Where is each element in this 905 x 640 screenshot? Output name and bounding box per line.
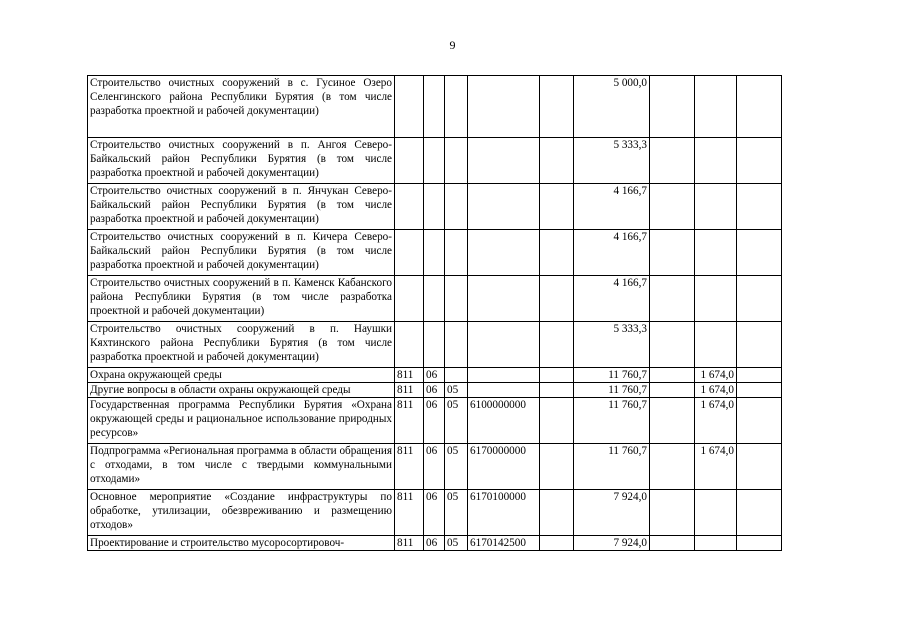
table-row [88, 444, 782, 490]
grbs-cell [395, 76, 424, 138]
csr-cell [468, 383, 540, 398]
sum4-cell [737, 322, 782, 368]
pr-cell [445, 276, 468, 322]
sum1-cell: 11 760,7 [574, 368, 650, 383]
table-row [88, 230, 782, 276]
sum1-cell: 5 333,3 [574, 322, 650, 368]
sum3-cell [695, 184, 737, 230]
row-name-cell: Строительство очистных сооружений в с. Гусиное Озеро Селенгинского района Республики Бурятия (в том числе разработка проектной и рабочей документации) [88, 76, 395, 138]
pr-cell [445, 76, 468, 138]
table-row [88, 76, 782, 138]
csr-cell [468, 184, 540, 230]
sum3-cell [695, 536, 737, 551]
sum3-cell: 1 674,0 [695, 383, 737, 398]
sum2-cell [650, 184, 695, 230]
rz-cell: 06 [424, 536, 445, 551]
vr-cell [540, 398, 574, 444]
table-body [88, 76, 782, 551]
row-name-cell: Строительство очистных сооружений в п. Ангоя Северо-Байкальский район Республики Бурятия (в том числе разработка проектной и рабочей документации) [88, 138, 395, 184]
rz-cell: 06 [424, 398, 445, 444]
sum4-cell [737, 138, 782, 184]
grbs-cell [395, 322, 424, 368]
pr-cell: 05 [445, 536, 468, 551]
sum4-cell [737, 276, 782, 322]
csr-cell: 6170000000 [468, 444, 540, 490]
vr-cell [540, 536, 574, 551]
sum2-cell [650, 398, 695, 444]
rz-cell [424, 184, 445, 230]
rz-cell [424, 230, 445, 276]
page-number: 9 [449, 38, 456, 52]
pr-cell [445, 368, 468, 383]
sum2-cell [650, 76, 695, 138]
rz-cell [424, 138, 445, 184]
sum1-cell: 11 760,7 [574, 444, 650, 490]
sum2-cell [650, 322, 695, 368]
sum1-cell: 5 333,3 [574, 138, 650, 184]
sum1-cell: 11 760,7 [574, 383, 650, 398]
table-row [88, 398, 782, 444]
table-row [88, 322, 782, 368]
rz-cell [424, 276, 445, 322]
csr-cell [468, 138, 540, 184]
sum3-cell [695, 490, 737, 536]
vr-cell [540, 322, 574, 368]
sum4-cell [737, 383, 782, 398]
vr-cell [540, 444, 574, 490]
csr-cell [468, 368, 540, 383]
row-name-cell: Подпрограмма «Региональная программа в области обращения с отходами, в том числе с твердыми коммунальными отходами» [88, 444, 395, 490]
sum1-cell: 5 000,0 [574, 76, 650, 138]
sum4-cell [737, 76, 782, 138]
grbs-cell [395, 276, 424, 322]
sum1-cell: 11 760,7 [574, 398, 650, 444]
table-row [88, 383, 782, 398]
rz-cell: 06 [424, 368, 445, 383]
vr-cell [540, 490, 574, 536]
sum3-cell: 1 674,0 [695, 368, 737, 383]
grbs-cell: 811 [395, 398, 424, 444]
pr-cell: 05 [445, 490, 468, 536]
sum2-cell [650, 368, 695, 383]
table-row [88, 368, 782, 383]
csr-cell: 6170100000 [468, 490, 540, 536]
sum2-cell [650, 490, 695, 536]
sum2-cell [650, 536, 695, 551]
sum2-cell [650, 138, 695, 184]
sum3-cell [695, 76, 737, 138]
sum4-cell [737, 490, 782, 536]
row-name-cell: Строительство очистных сооружений в п. Кичера Северо-Байкальский район Республики Бурятия (в том числе разработка проектной и рабочей документации) [88, 230, 395, 276]
vr-cell [540, 138, 574, 184]
table-row [88, 184, 782, 230]
row-name-cell: Основное мероприятие «Создание инфраструктуры по обработке, утилизации, обезвреживанию и размещению отходов» [88, 490, 395, 536]
sum3-cell [695, 322, 737, 368]
csr-cell [468, 76, 540, 138]
sum4-cell [737, 230, 782, 276]
grbs-cell: 811 [395, 536, 424, 551]
csr-cell [468, 230, 540, 276]
sum2-cell [650, 383, 695, 398]
sum3-cell [695, 276, 737, 322]
row-name-cell: Строительство очистных сооружений в п. Наушки Кяхтинского района Республики Бурятия (в том числе разработка проектной и рабочей документации) [88, 322, 395, 368]
vr-cell [540, 276, 574, 322]
sum4-cell [737, 184, 782, 230]
row-name-cell: Государственная программа Республики Бурятия «Охрана окружающей среды и рациональное использование природных ресурсов» [88, 398, 395, 444]
table-row [88, 536, 782, 551]
grbs-cell: 811 [395, 490, 424, 536]
vr-cell [540, 383, 574, 398]
rz-cell [424, 322, 445, 368]
row-name-cell: Строительство очистных сооружений в п. Каменск Кабанского района Республики Бурятия (в том числе разработка проектной и рабочей документации) [88, 276, 395, 322]
sum4-cell [737, 368, 782, 383]
vr-cell [540, 368, 574, 383]
sum2-cell [650, 276, 695, 322]
grbs-cell: 811 [395, 444, 424, 490]
sum3-cell: 1 674,0 [695, 444, 737, 490]
grbs-cell: 811 [395, 368, 424, 383]
sum3-cell: 1 674,0 [695, 398, 737, 444]
rz-cell [424, 76, 445, 138]
sum1-cell: 4 166,7 [574, 230, 650, 276]
pr-cell [445, 184, 468, 230]
table-row [88, 490, 782, 536]
sum4-cell [737, 444, 782, 490]
sum3-cell [695, 230, 737, 276]
vr-cell [540, 230, 574, 276]
vr-cell [540, 76, 574, 138]
row-name-cell: Охрана окружающей среды [88, 368, 395, 383]
pr-cell: 05 [445, 383, 468, 398]
sum1-cell: 7 924,0 [574, 490, 650, 536]
pr-cell [445, 138, 468, 184]
row-name-cell: Другие вопросы в области охраны окружающей среды [88, 383, 395, 398]
sum2-cell [650, 230, 695, 276]
grbs-cell [395, 230, 424, 276]
sum4-cell [737, 536, 782, 551]
pr-cell: 05 [445, 444, 468, 490]
sum1-cell: 4 166,7 [574, 276, 650, 322]
grbs-cell: 811 [395, 383, 424, 398]
csr-cell: 6100000000 [468, 398, 540, 444]
sum3-cell [695, 138, 737, 184]
sum1-cell: 7 924,0 [574, 536, 650, 551]
row-name-cell: Проектирование и строительство мусоросортировоч- [88, 536, 395, 551]
rz-cell: 06 [424, 383, 445, 398]
pr-cell [445, 230, 468, 276]
grbs-cell [395, 138, 424, 184]
budget-table [87, 75, 782, 551]
table-row [88, 138, 782, 184]
csr-cell [468, 322, 540, 368]
csr-cell: 6170142500 [468, 536, 540, 551]
vr-cell [540, 184, 574, 230]
pr-cell [445, 322, 468, 368]
row-name-cell: Строительство очистных сооружений в п. Янчукан Северо-Байкальский район Республики Бурятия (в том числе разработка проектной и рабочей документации) [88, 184, 395, 230]
grbs-cell [395, 184, 424, 230]
sum4-cell [737, 398, 782, 444]
rz-cell: 06 [424, 490, 445, 536]
table-row [88, 276, 782, 322]
csr-cell [468, 276, 540, 322]
rz-cell: 06 [424, 444, 445, 490]
pr-cell: 05 [445, 398, 468, 444]
sum2-cell [650, 444, 695, 490]
sum1-cell: 4 166,7 [574, 184, 650, 230]
